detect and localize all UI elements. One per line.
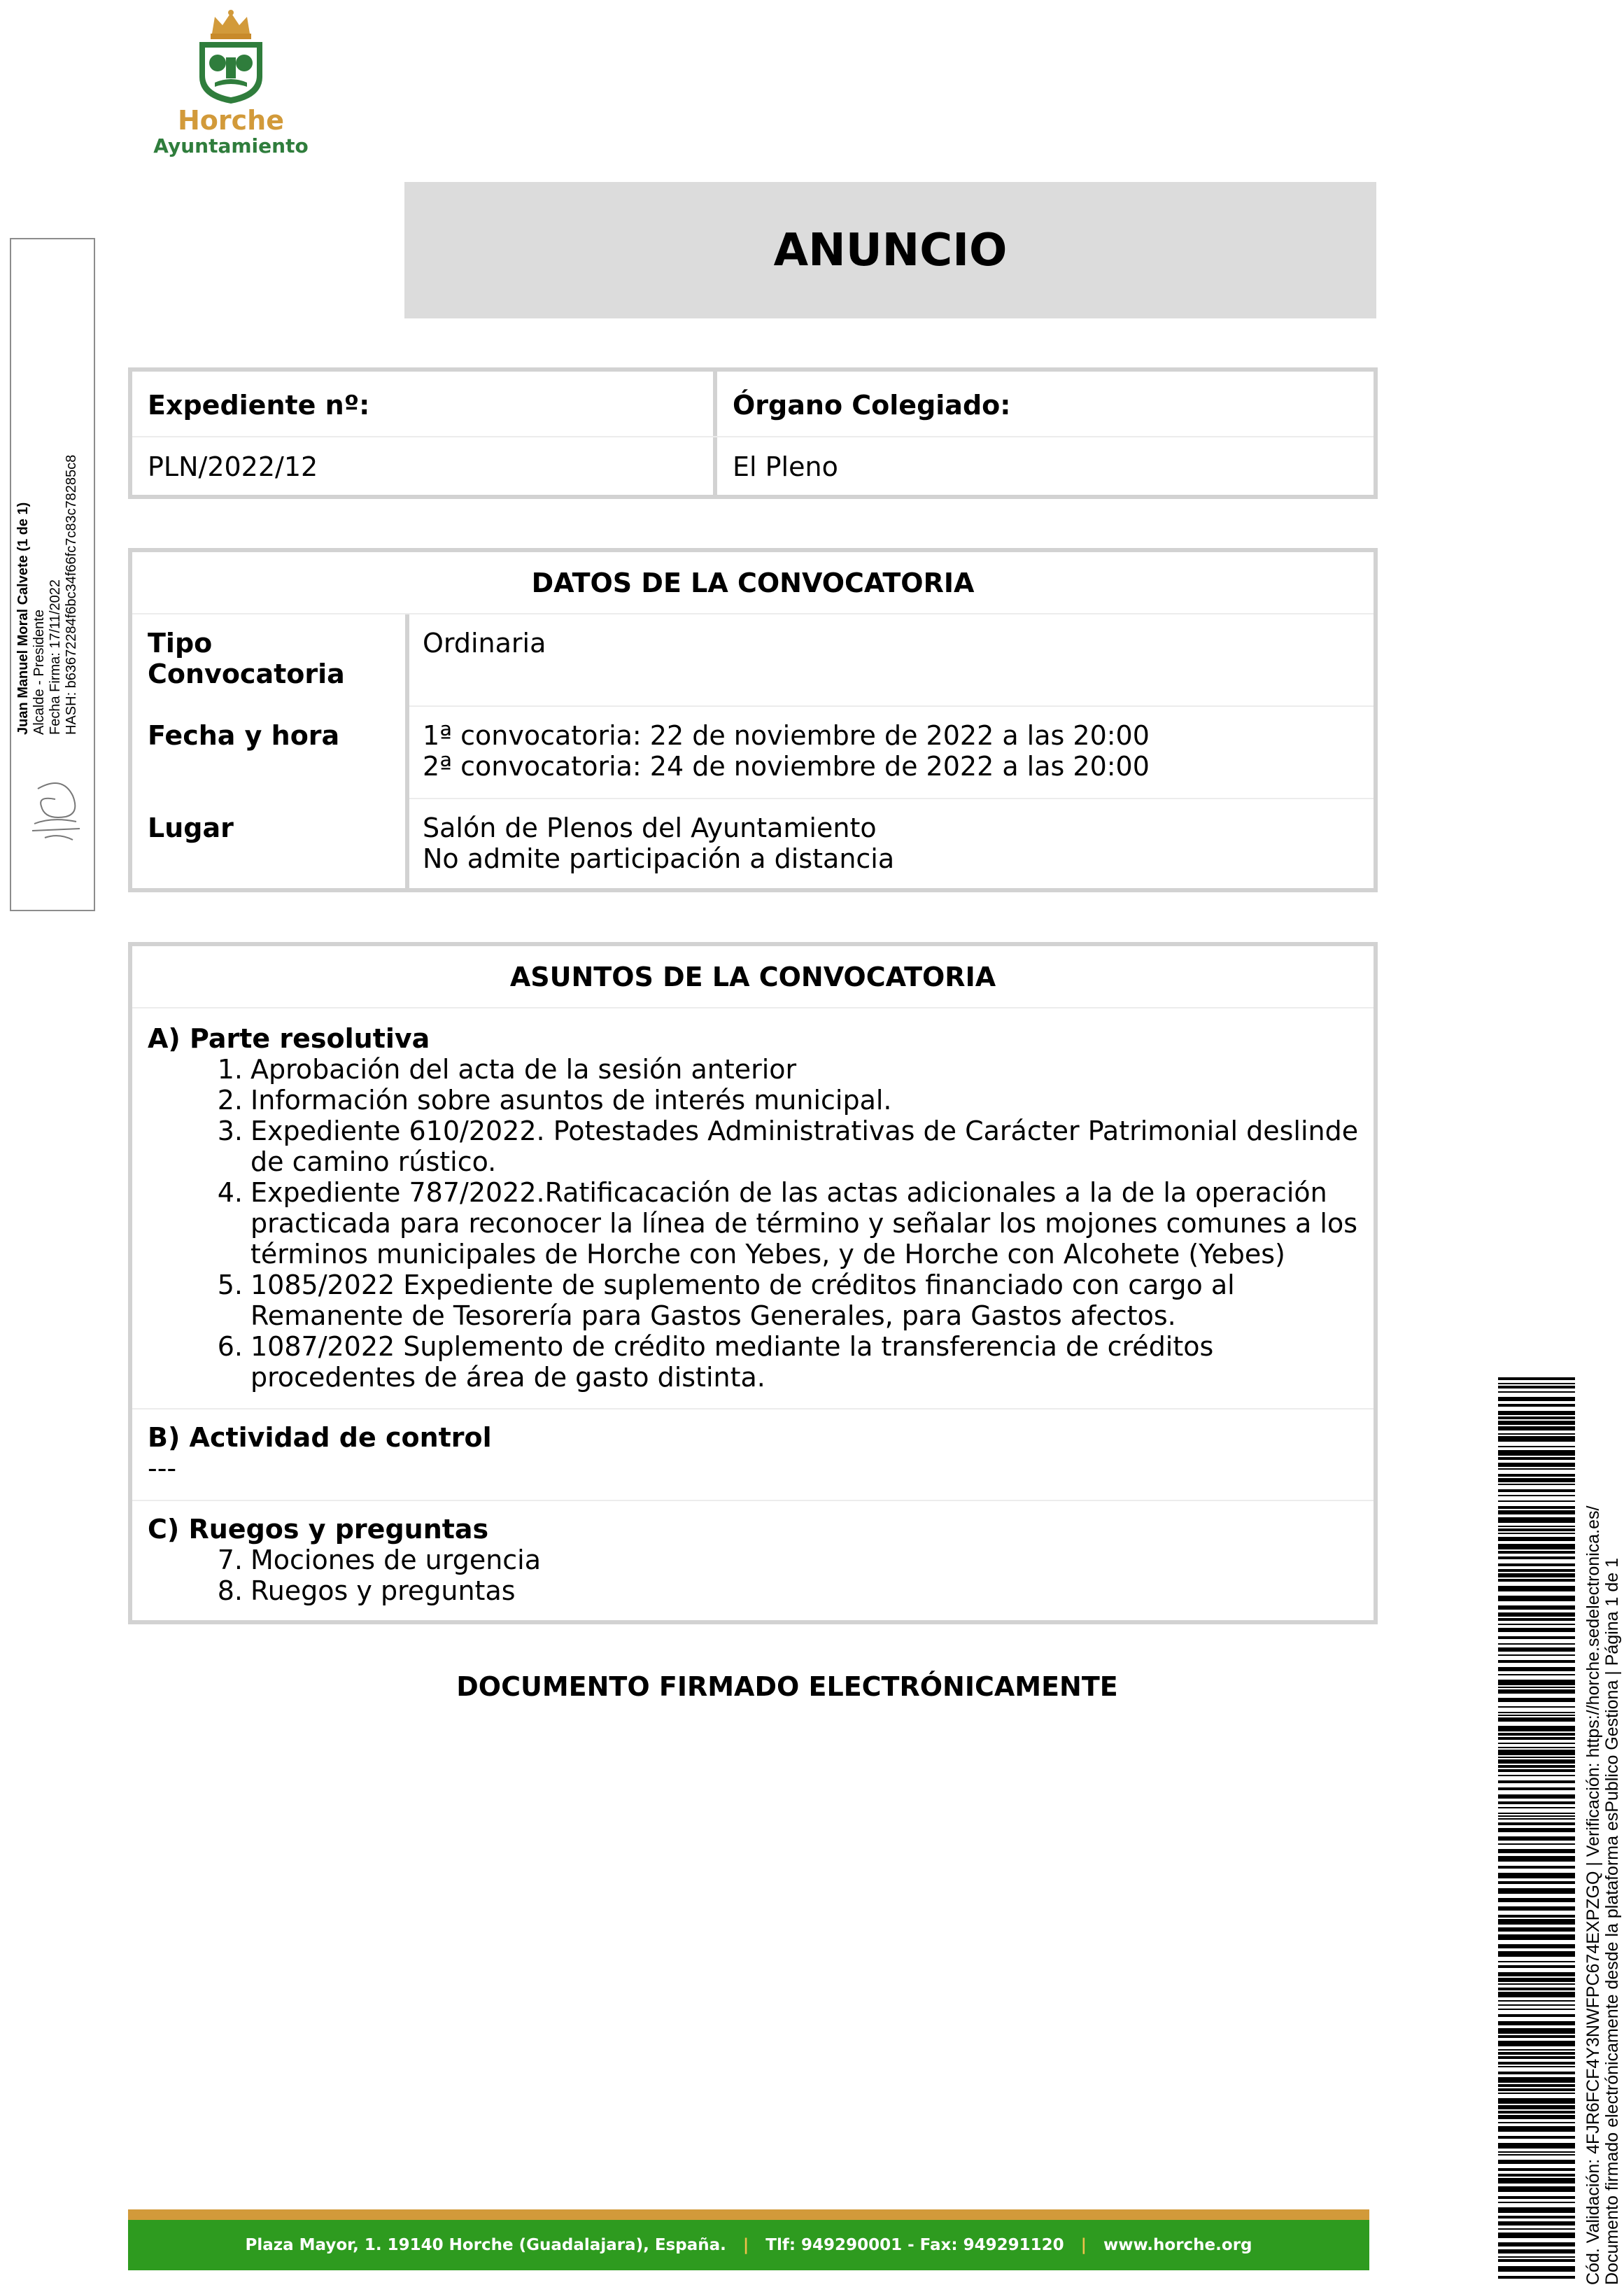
organo-label: Órgano Colegiado: <box>733 390 1011 421</box>
row-divider <box>132 1408 1374 1409</box>
expediente-value: PLN/2022/12 <box>148 451 318 482</box>
page-title: ANUNCIO <box>773 224 1008 276</box>
row-divider <box>132 1007 1374 1008</box>
fecha-value: 1ª convocatoria: 22 de noviembre de 2022 a las 20:00 2ª convocatoria: 24 de noviembre de 2022 a las 20:00 <box>423 720 1150 782</box>
signature-info <box>15 455 80 735</box>
column-divider <box>713 372 717 495</box>
agenda-item-text: Información sobre asuntos de interés municipal. <box>250 1085 892 1116</box>
agenda-item-number: 3. <box>217 1116 243 1146</box>
agenda-item-number: 5. <box>217 1270 243 1300</box>
section-a-list <box>148 1054 1365 1393</box>
agenda-item-text: Remanente de Tesorería para Gastos Generales, para Gastos afectos. <box>250 1300 1176 1331</box>
row-divider <box>409 705 1374 707</box>
signer-name: Juan Manuel Moral Calvete (1 de 1) <box>15 502 31 735</box>
section-b-title: B) Actividad de control <box>148 1422 492 1453</box>
expediente-table <box>128 367 1378 499</box>
signature-hash: HASH: b63672284f6bc34f66fc7c83c78285c8 <box>64 454 79 735</box>
verification-code: Cód. Validación: 4FJR6FCF4Y3NWFPC674EXPZGQ | Verificación: https://horche.sedelectronica.es/ <box>1583 1505 1603 2285</box>
asuntos-heading: ASUNTOS DE LA CONVOCATORIA <box>509 962 996 992</box>
tipo-label: Tipo Convocatoria <box>148 628 345 689</box>
title-banner <box>404 182 1376 318</box>
lugar-value: Salón de Plenos del Ayuntamiento No admite participación a distancia <box>423 813 895 874</box>
signer-role: Alcalde - Presidente <box>31 610 47 735</box>
agenda-item-text: 1087/2022 Suplemento de crédito mediante la transferencia de créditos <box>250 1331 1214 1362</box>
datos-heading: DATOS DE LA CONVOCATORIA <box>531 568 975 598</box>
lugar-label: Lugar <box>148 813 234 843</box>
agenda-item-text: procedentes de área de gasto distinta. <box>250 1362 765 1393</box>
agenda-item <box>148 1575 1365 1606</box>
agenda-item-text: Ruegos y preguntas <box>250 1575 516 1606</box>
horche-logo <box>150 7 311 157</box>
section-c-title: C) Ruegos y preguntas <box>148 1514 489 1545</box>
agenda-item-number: 7. <box>217 1545 243 1575</box>
footer-accent-bar <box>128 2209 1369 2220</box>
section-a-title: A) Parte resolutiva <box>148 1023 430 1054</box>
footer <box>128 2220 1369 2270</box>
footer-separator: | <box>1080 2236 1087 2254</box>
fecha-label: Fecha y hora <box>148 720 340 751</box>
row-divider <box>409 798 1374 799</box>
signature-date: Fecha Firma: 17/11/2022 <box>48 579 63 735</box>
agenda-item-text: Aprobación del acta de la sesión anterior <box>250 1054 797 1085</box>
agenda-item-number: 8. <box>217 1575 243 1606</box>
agenda-item-text: términos municipales de Horche con Yebes, y de Horche con Alcohete (Yebes) <box>250 1239 1285 1270</box>
row-divider <box>132 436 1374 437</box>
asuntos-table <box>128 942 1378 1624</box>
organo-value: El Pleno <box>733 451 838 482</box>
agenda-item <box>148 1331 1365 1393</box>
agenda-item-text: Expediente 610/2022. Potestades Administrativas de Carácter Patrimonial deslinde <box>250 1116 1359 1146</box>
footer-address: Plaza Mayor, 1. 19140 Horche (Guadalajara), España. <box>245 2236 726 2254</box>
agenda-item-text: de camino rústico. <box>250 1146 497 1177</box>
agenda-item-number: 2. <box>217 1085 243 1116</box>
footer-web[interactable]: www.horche.org <box>1103 2236 1252 2254</box>
verification-info <box>1584 1506 1622 2285</box>
barcode-icon <box>1498 1377 1575 2285</box>
agenda-item-number: 1. <box>217 1054 243 1085</box>
expediente-label: Expediente nº: <box>148 390 370 421</box>
agenda-item <box>148 1054 1365 1085</box>
signature-scribble-icon <box>24 778 87 848</box>
agenda-item <box>148 1116 1365 1177</box>
tipo-value: Ordinaria <box>423 628 546 659</box>
agenda-item-number: 6. <box>217 1331 243 1362</box>
agenda-item-text: Mociones de urgencia <box>250 1545 542 1575</box>
agenda-item <box>148 1085 1365 1116</box>
agenda-item-text: Expediente 787/2022.Ratificacación de las actas adicionales a la de la operación <box>250 1177 1327 1208</box>
signed-notice: DOCUMENTO FIRMADO ELECTRÓNICAMENTE <box>456 1671 1118 1702</box>
agenda-item <box>148 1177 1365 1270</box>
agenda-item-text: 1085/2022 Expediente de suplemento de créditos financiado con cargo al <box>250 1270 1235 1300</box>
crest-icon <box>150 7 311 105</box>
section-c-list <box>148 1545 1365 1606</box>
agenda-item-text: practicada para reconocer la línea de término y señalar los mojones comunes a los <box>250 1208 1358 1239</box>
column-divider <box>405 614 409 888</box>
row-divider <box>132 1500 1374 1501</box>
section-b-text: --- <box>148 1453 177 1484</box>
verification-platform: Documento firmado electrónicamente desde la plataforma esPublico Gestiona | Página 1 de 1 <box>1602 1557 1622 2285</box>
agenda-item-number: 4. <box>217 1177 243 1208</box>
footer-phone: Tlf: 949290001 - Fax: 949291120 <box>765 2236 1064 2254</box>
logo-subtitle: Ayuntamiento <box>153 134 309 157</box>
footer-separator: | <box>742 2236 749 2254</box>
logo-name: Horche <box>178 105 284 136</box>
agenda-item <box>148 1270 1365 1331</box>
row-divider <box>132 613 1374 614</box>
datos-table <box>128 548 1378 892</box>
agenda-item <box>148 1545 1365 1575</box>
